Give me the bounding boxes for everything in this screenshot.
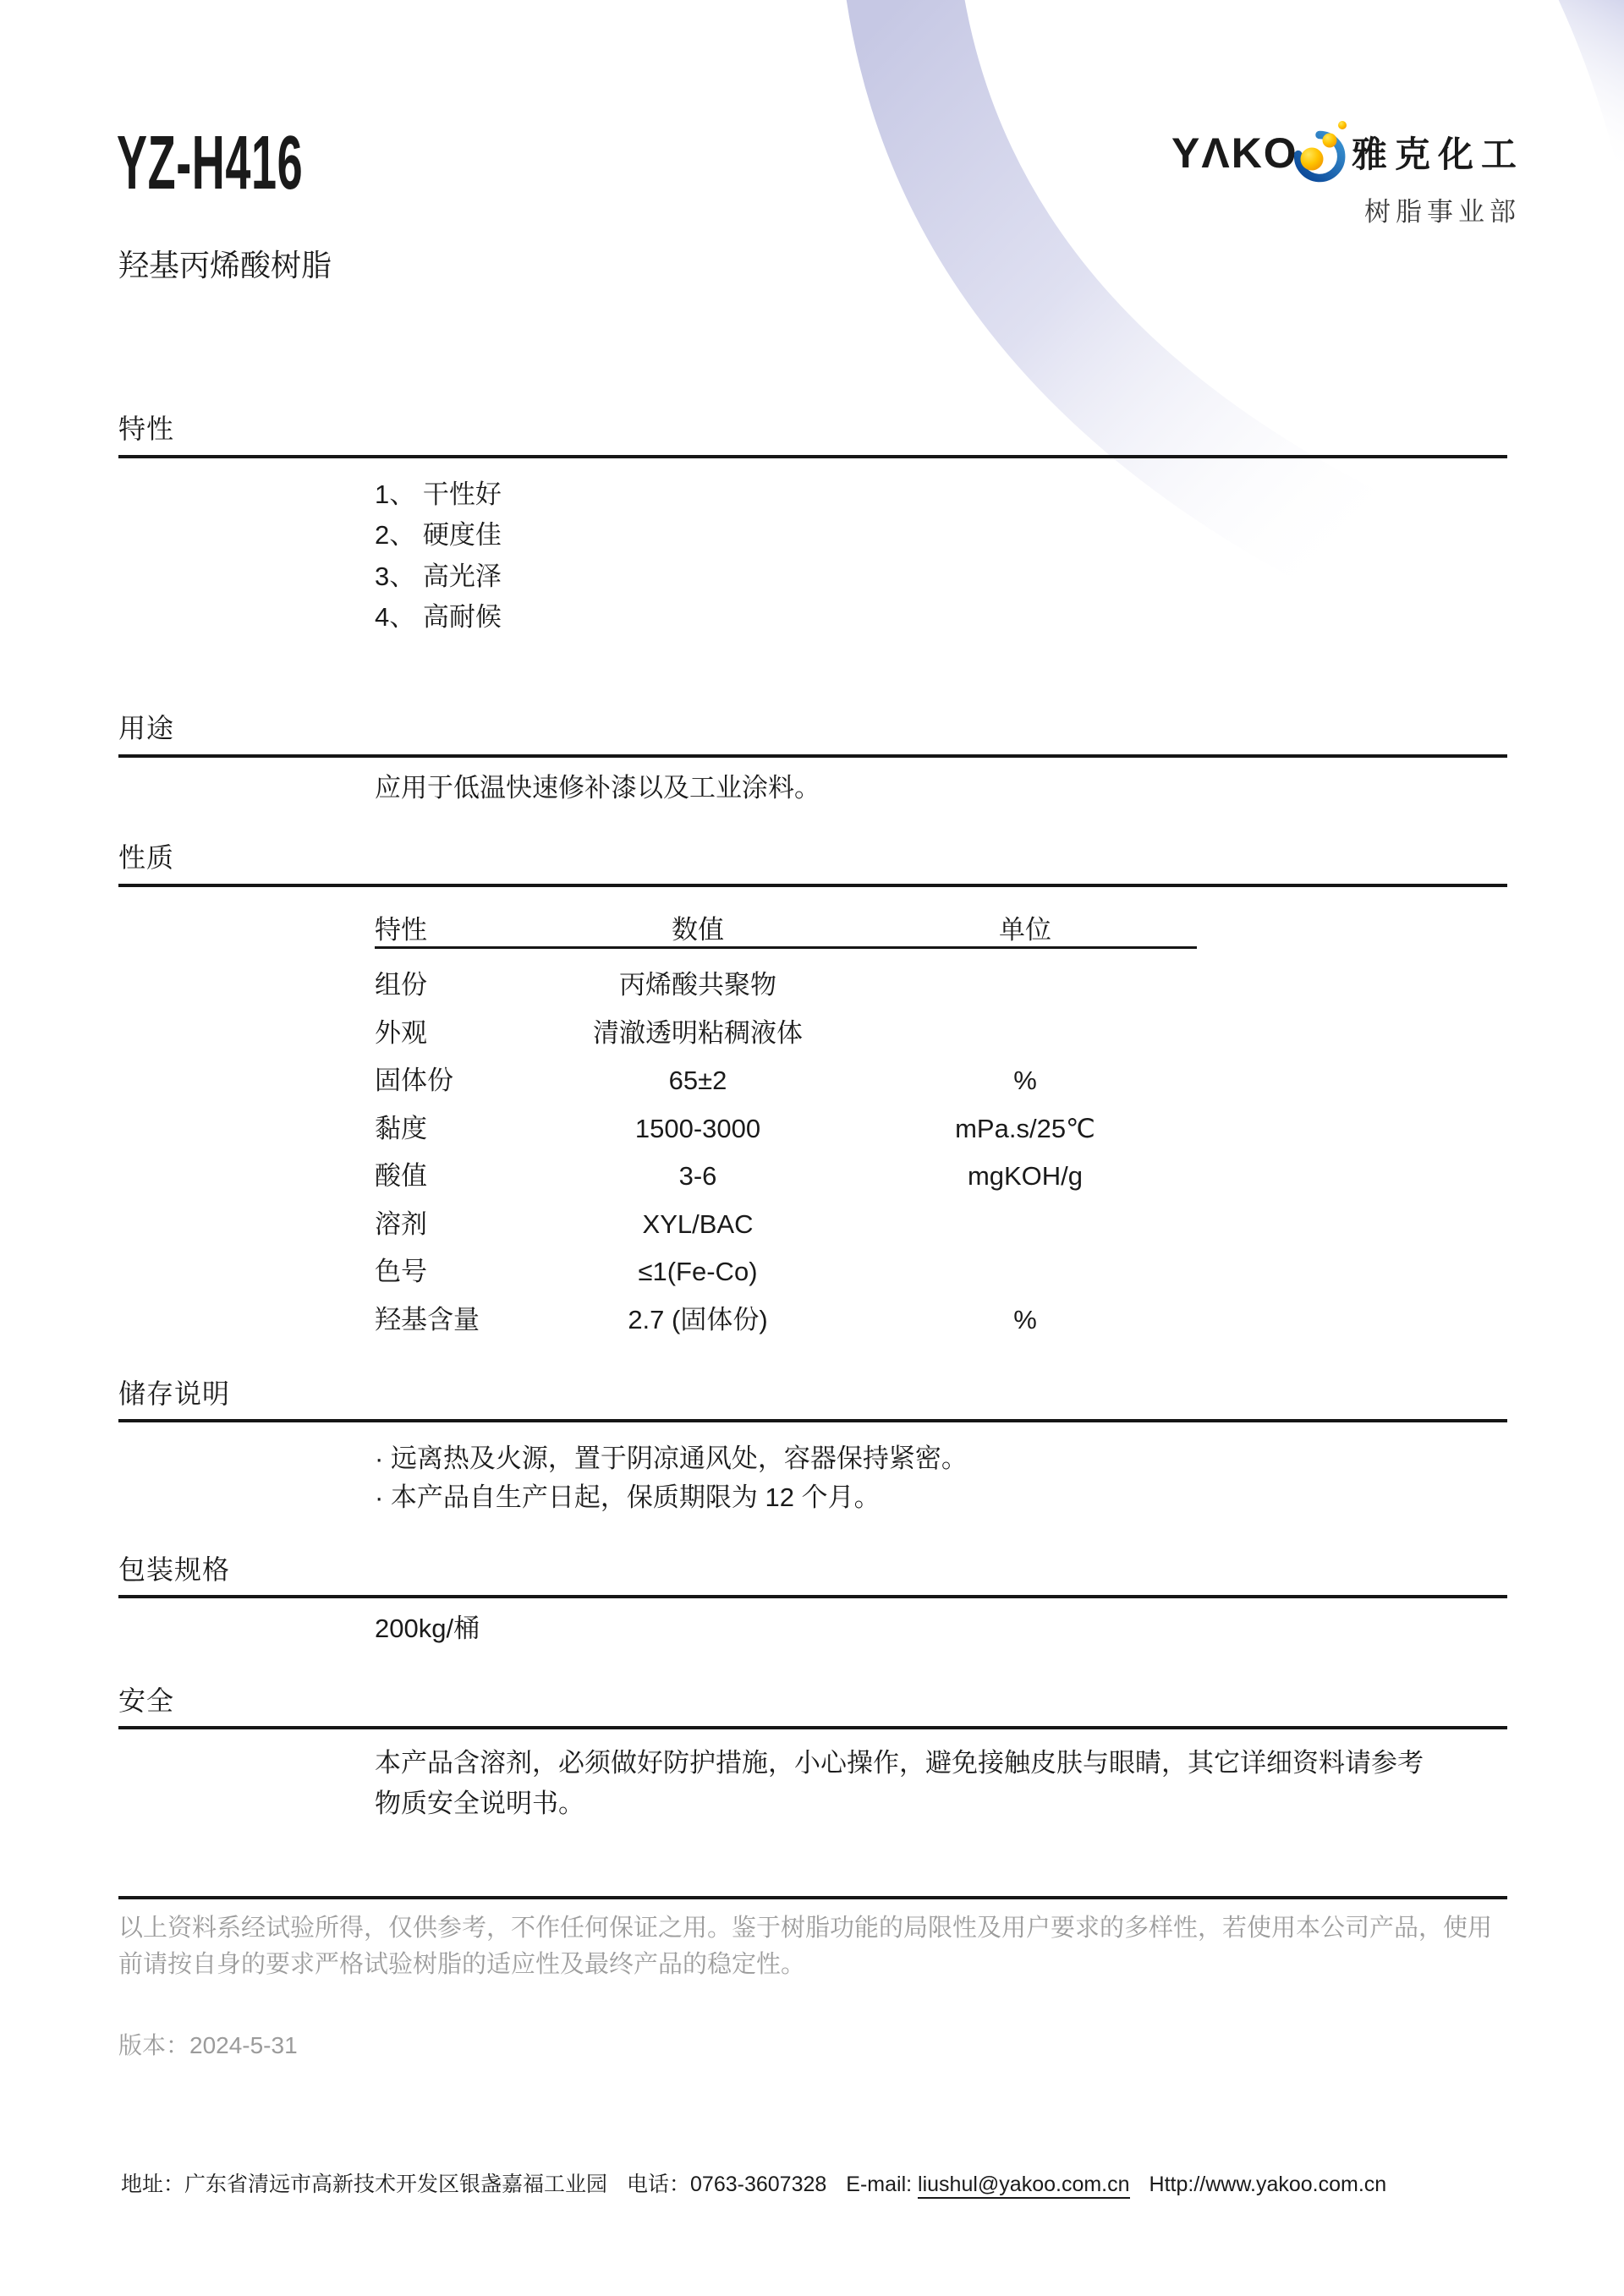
feature-item: 1、 干性好 <box>375 479 502 509</box>
table-row <box>375 1017 1199 1053</box>
safety-text-line: 物质安全说明书。 <box>375 1789 584 1818</box>
storage-item: · 本产品自生产日起，保质期限为 12 个月。 <box>375 1482 881 1512</box>
disclaimer-line: 以上资料系经试验所得，仅供参考，不作任何保证之用。鉴于树脂功能的局限性及用户要求的多样性，若使用本公司产品，使用 <box>118 1915 1493 1942</box>
section-title-storage: 储存说明 <box>118 1378 231 1409</box>
section-rule <box>118 1419 1507 1422</box>
section-rule <box>118 1595 1507 1598</box>
disclaimer-rule <box>118 1896 1507 1899</box>
footer-email <box>846 2171 1129 2199</box>
brand-logo-cn: 雅克化工 <box>1352 134 1525 174</box>
table-row <box>375 1160 1199 1196</box>
property-name: 色号 <box>375 1257 427 1286</box>
disclaimer-line: 前请按自身的要求严格试验树脂的适应性及最终产品的稳定性。 <box>118 1951 806 1978</box>
property-name: 黏度 <box>375 1114 427 1143</box>
corner-swoosh-decoration <box>812 0 1624 727</box>
section-rule <box>118 455 1507 458</box>
section-rule <box>118 884 1507 887</box>
property-value: 3-6 <box>678 1161 717 1191</box>
property-unit: mPa.s/25℃ <box>955 1114 1095 1143</box>
property-value: 65±2 <box>668 1066 727 1095</box>
packaging-text: 200kg/桶 <box>375 1614 480 1643</box>
section-rule <box>118 1726 1507 1729</box>
property-unit: mgKOH/g <box>967 1161 1084 1191</box>
feature-item: 4、 高耐候 <box>375 602 502 632</box>
property-name: 组份 <box>375 970 427 1000</box>
safety-text-line: 本产品含溶剂，必须做好防护措施，小心操作，避免接触皮肤与眼睛，其它详细资料请参考 <box>375 1748 1424 1778</box>
footer-email-label: E-mail: <box>846 2173 913 2196</box>
property-name: 溶剂 <box>375 1209 427 1239</box>
footer-website: Http://www.yakoo.com.cn <box>1149 2173 1387 2196</box>
table-row <box>375 1208 1199 1244</box>
property-unit: % <box>1013 1066 1037 1095</box>
table-row <box>375 1113 1199 1148</box>
property-name: 酸值 <box>375 1161 427 1191</box>
property-name: 外观 <box>375 1018 427 1048</box>
storage-item: · 远离热及火源，置于阴凉通风处，容器保持紧密。 <box>375 1444 968 1473</box>
footer-phone: 电话：0763-3607328 <box>627 2173 827 2196</box>
property-value: 1500-3000 <box>634 1114 761 1143</box>
section-title-features: 特性 <box>118 414 175 444</box>
property-unit: % <box>1013 1305 1037 1334</box>
property-value: 清澈透明粘稠液体 <box>593 1018 803 1048</box>
table-header-row <box>375 914 1199 950</box>
property-value: XYL/BAC <box>642 1209 754 1239</box>
property-value: 2.7 (固体份) <box>628 1305 768 1334</box>
table-row <box>375 1256 1199 1291</box>
disclaimer-text <box>118 1910 1514 1983</box>
section-title-packaging: 包装规格 <box>118 1554 231 1585</box>
footer-contact-bar <box>121 2171 1525 2199</box>
product-type-subtitle: 羟基丙烯酸树脂 <box>118 248 332 282</box>
version-label: 版本：2024-5-31 <box>118 2032 298 2058</box>
property-value: ≤1(Fe-Co) <box>638 1257 758 1286</box>
table-header-property: 特性 <box>375 915 427 945</box>
table-row <box>375 1065 1199 1100</box>
brand-division: 树脂事业部 <box>1364 197 1521 227</box>
property-value: 丙烯酸共聚物 <box>619 970 776 1000</box>
safety-text <box>375 1743 1500 1824</box>
table-header-unit: 单位 <box>999 915 1051 945</box>
table-row <box>375 969 1199 1005</box>
orbit-logo-icon <box>1284 112 1362 193</box>
product-code-title: YZ-H416 <box>117 121 304 205</box>
section-title-properties: 性质 <box>118 842 175 873</box>
table-header-value: 数值 <box>672 915 724 945</box>
feature-item: 2、 硬度佳 <box>375 520 502 550</box>
property-name: 羟基含量 <box>375 1305 480 1334</box>
feature-item: 3、 高光泽 <box>375 562 502 591</box>
brand-logo-latin: YΛKO <box>1171 129 1298 177</box>
footer-email-link[interactable]: liushul@yakoo.com.cn <box>918 2173 1130 2199</box>
footer-address: 地址：广东省清远市高新技术开发区银盏嘉福工业园 <box>121 2173 608 2196</box>
section-title-applications: 用途 <box>118 713 175 743</box>
table-row <box>375 1304 1199 1340</box>
section-title-safety: 安全 <box>118 1685 175 1716</box>
table-header-rule <box>375 946 1197 949</box>
property-name: 固体份 <box>375 1066 453 1095</box>
applications-text: 应用于低温快速修补漆以及工业涂料。 <box>375 773 820 803</box>
section-rule <box>118 754 1507 758</box>
